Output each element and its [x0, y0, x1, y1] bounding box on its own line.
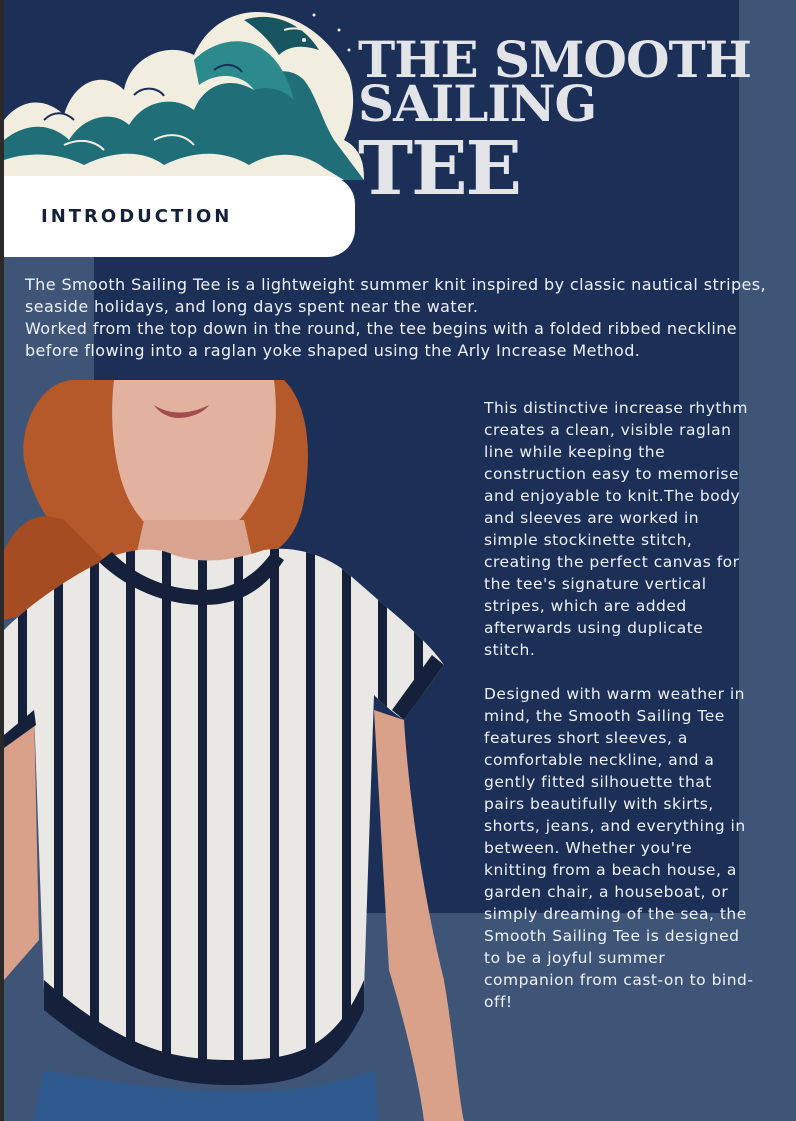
description-paragraph-2: Designed with warm weather in mind, the Smooth Sailing Tee features short sleeves, a comfortable neckline, and a gently fitted silhouette that pairs beautifully with skirts, shorts, jeans, and everything in between. Whether you're knitting from a beach house, a garden chair, a houseboat, or simply dreaming of the sea, the Smooth Sailing Tee is designed to be a joyful summer companion from cast-on to bind-off!: [484, 685, 754, 1011]
intro-paragraph-1: The Smooth Sailing Tee is a lightweight summer knit inspired by classic nautical stripes, seaside holidays, and long days spent near the water.: [25, 275, 766, 316]
title-line-1: THE SMOOTH: [358, 30, 751, 89]
intro-paragraph-2: Worked from the top down in the round, the tee begins with a folded ribbed neckline before flowing into a raglan yoke shaped using the Arly Increase Method.: [25, 319, 738, 360]
intro-text: [25, 274, 785, 362]
description-column: [484, 397, 754, 1013]
description-paragraph-1: This distinctive increase rhythm creates a clean, visible raglan line while keeping the construction easy to memorise and enjoyable to knit.The body and sleeves are worked in simple stockinette stitch, creating the perfect canvas for the tee's signature vertical stripes, which are added afterwards using duplicate stitch.: [484, 399, 748, 659]
title-line-2: SAILING: [358, 74, 597, 133]
wave-illustration: [4, 0, 364, 180]
pattern-title: [358, 30, 788, 212]
title-line-3: TEE: [358, 126, 520, 212]
model-photo: [4, 380, 472, 1121]
section-label: INTRODUCTION: [41, 206, 233, 227]
